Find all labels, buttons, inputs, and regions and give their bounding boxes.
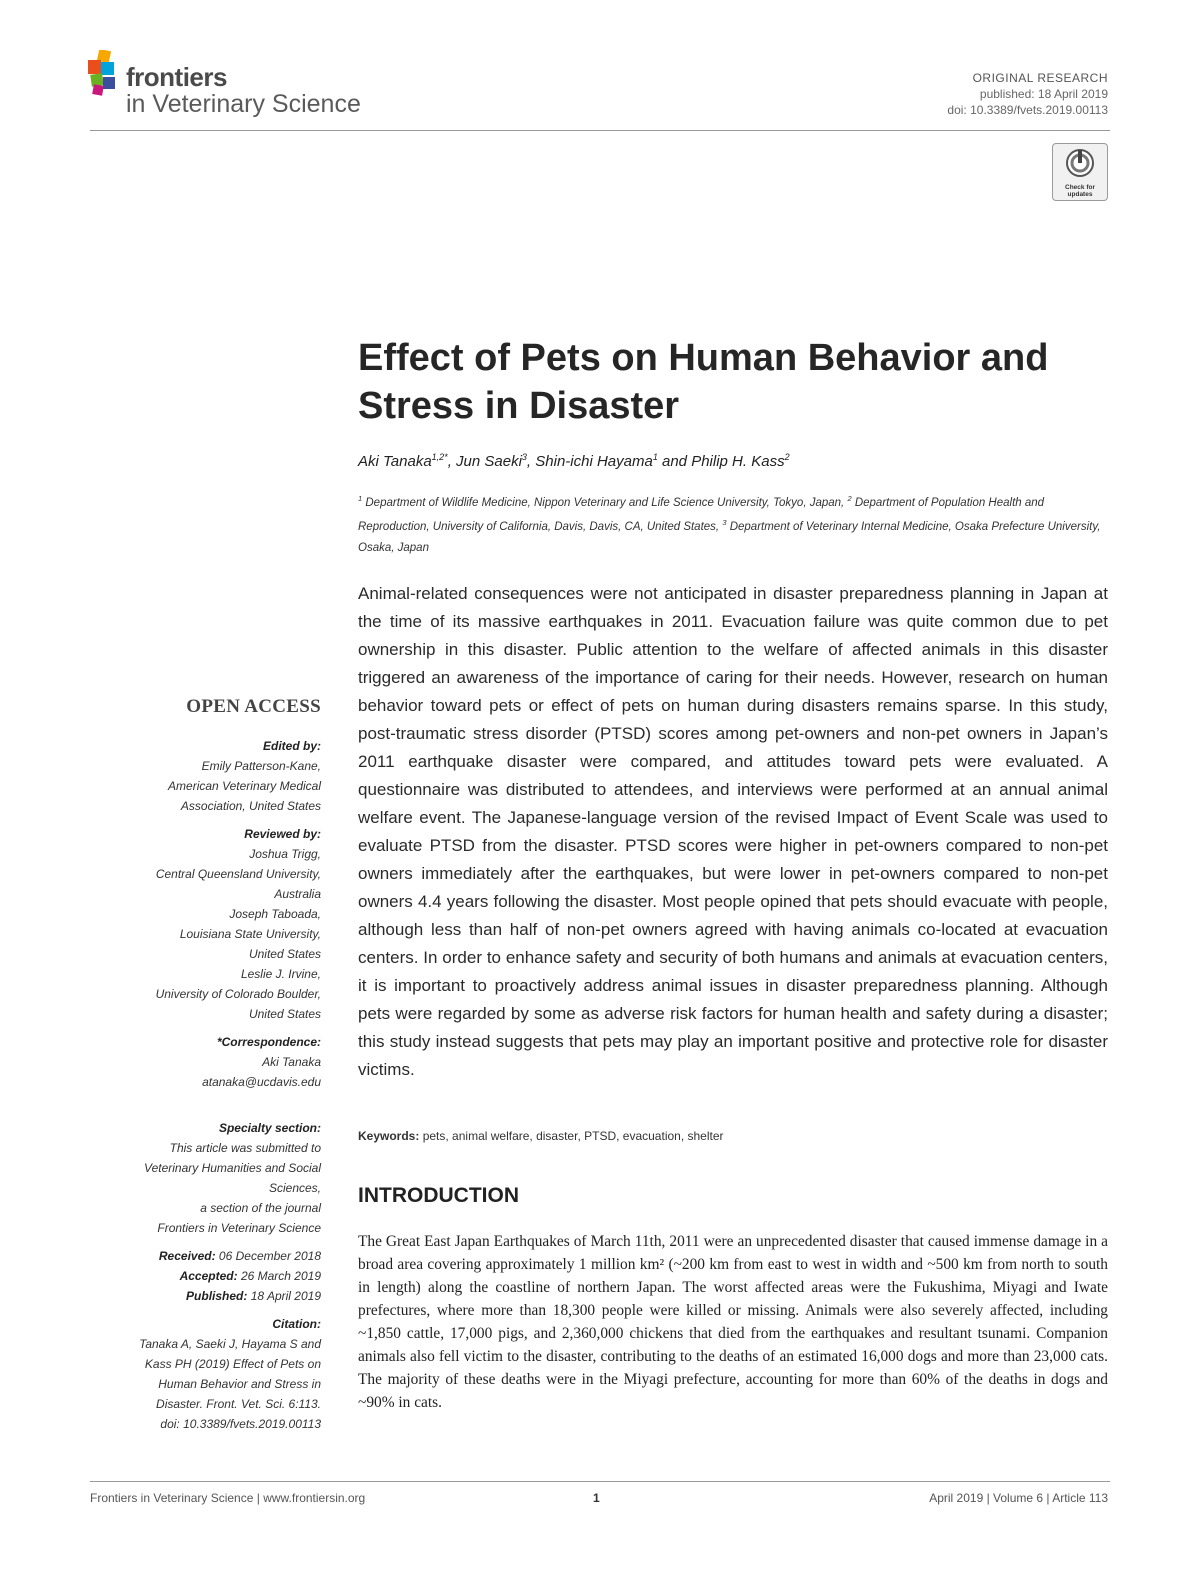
citation-line: Tanaka A, Saeki J, Hayama S and [139,1337,321,1351]
citation-line: Disaster. Front. Vet. Sci. 6:113. [156,1397,321,1411]
reviewer-line: Joseph Taboada, [229,907,321,921]
affil-sup: 3 [722,518,727,528]
published-label: Published: [186,1289,248,1303]
reviewer-line: Australia [274,887,321,901]
logo-journal-text: in Veterinary Science [126,90,361,118]
published-date: published: 18 April 2019 [979,87,1108,101]
citation-doi[interactable]: doi: 10.3389/fvets.2019.00113 [160,1417,321,1431]
editor-line: American Veterinary Medical [168,779,321,793]
reviewer-line: United States [248,947,321,961]
correspondence-block [81,1032,321,1092]
reviewer-line: University of Colorado Boulder, [155,987,321,1001]
sidebar [81,694,321,1442]
check-updates-label: Check for updates [1065,184,1095,198]
article-meta [947,70,1108,118]
footer-journal[interactable]: Frontiers in Veterinary Science | www.frontiersin.org [90,1491,366,1505]
edited-by-block [81,736,321,816]
footer-divider [90,1481,1110,1482]
editor-line: Association, United States [180,799,321,813]
citation-block [81,1314,321,1434]
keywords [358,1129,1108,1143]
author-sup: 3 [521,452,527,462]
specialty-line: Veterinary Humanities and Social [144,1161,321,1175]
reviewed-by-block [81,824,321,1024]
accepted-line [81,1266,321,1286]
citation-line: Human Behavior and Stress in [158,1377,321,1391]
dates-block [81,1246,321,1306]
intro-paragraph: The Great East Japan Earthquakes of March 11th, 2011 were an unprecedented disaster that caused immense damage in a broad area covering approximately 1 million km² (~200 km from east to west in width and ~500 km from north to south in length) along the coastline of northern Japan. The worst affected areas were the Fukushima, Miyagi and Iwate prefectures, where more than 18,300 people were killed or missing. Animals were also severely affected, including ~1,850 cattle, 17,000 pigs, and 2,360,000 chickens that died from the earthquakes and resultant tsunami. Companion animals also fell victim to the disaster, contributing to the deaths of an estimated 16,000 dogs and more than 23,000 cats. The majority of these deaths were in the Miyagi prefecture, accounting for more than 60% of the deaths in dogs and ~90% in cats. [358,1233,1108,1411]
keywords-label: Keywords: [358,1129,420,1143]
affil-sup: 1 [358,494,363,503]
accepted-label: Accepted: [179,1269,238,1283]
author-sup: 1 [652,452,658,462]
specialty-label: Specialty section: [218,1121,321,1135]
article-title: Effect of Pets on Human Behavior and Stress in Disaster [358,337,1049,427]
abstract: Animal-related consequences were not anticipated in disaster preparedness planning in Japan at the time of its massive earthquakes in 2011. Evacuation failure was quite common due to pet ownership in this disaster. Public attention to the welfare of affected animals in this disaster triggered an awareness of the importance of caring for their needs. However, research on human behavior toward pets or effect of pets on human during disasters remains sparse. In this study, post-traumatic stress disorder (PTSD) scores among pet-owners and non-pet owners in Japan’s 2011 earthquake disaster were compared, and attitudes toward pets were evaluated. A questionnaire was distributed to attendees, and interviews were performed at an annual animal welfare event. The Japanese-language version of the revised Impact of Event Scale was used to evaluate PTSD from the disaster. PTSD scores were higher in pet-owners compared to non-pet owners immediately after the earthquakes, but were lower in pet-owners compared to non-pet owners 4.4 years following the disaster. Most people opined that pets should evacuate with people, although less than half of non-pet owners agreed with having animals co-located at evacuation centers. In order to enhance safety and security of both humans and animals at evacuation centers, it is important to proactively address animal issues in disaster preparedness planning. Although pets were regarded by some as adverse risk factors for human health and safety during a disaster; this study instead suggests that pets may play an important positive and protective role for disaster victims. [358,584,1108,1079]
section-heading: INTRODUCTION [358,1184,519,1207]
author-name[interactable]: Aki Tanaka [358,453,432,470]
article-type: ORIGINAL RESEARCH [972,71,1108,85]
affil-sup: 2 [847,494,852,503]
open-access-label: OPEN ACCESS [186,696,321,717]
author-name[interactable]: Philip H. Kass [691,453,785,470]
doi-link[interactable]: doi: 10.3389/fvets.2019.00113 [947,103,1108,117]
reviewer-line: Leslie J. Irvine, [240,967,321,981]
received-label: Received: [158,1249,216,1263]
affiliation-text: Department of Population Health and Reproduction, University of California, Davis, Davis, CA, United States, [358,496,1045,534]
published-date-sidebar: 18 April 2019 [250,1289,321,1303]
affiliation-text: Department of Veterinary Internal Medicine, Osaka Prefecture University, Osaka, Japan [358,521,1101,554]
correspondence-name: Aki Tanaka [262,1055,321,1069]
citation-label: Citation: [272,1317,321,1331]
received-date: 06 December 2018 [218,1249,321,1263]
reviewer-line: Louisiana State University, [179,927,321,941]
logo-brand-text: frontiers [126,62,227,92]
sidebar-gap [81,1100,321,1118]
keywords-text: pets, animal welfare, disaster, PTSD, evacuation, shelter [422,1129,724,1143]
specialty-line: This article was submitted to [169,1141,321,1155]
author-name[interactable]: Shin-ichi Hayama [535,453,653,470]
author-sup: 1,2* [431,452,448,462]
specialty-block [81,1118,321,1238]
affiliations [358,489,1103,558]
reviewed-by-label: Reviewed by: [244,827,321,841]
affiliation-text: Department of Wildlife Medicine, Nippon Veterinary and Life Science University, Tokyo, Japan, [365,496,845,509]
specialty-line: Sciences, [268,1181,321,1195]
frontiers-logo-icon [88,50,128,96]
reviewer-line: United States [248,1007,321,1021]
edited-by-label: Edited by: [262,739,321,753]
correspondence-email[interactable]: atanaka@ucdavis.edu [202,1075,321,1089]
published-line [81,1286,321,1306]
reviewer-line: Central Queensland University, [155,867,321,881]
received-line [81,1246,321,1266]
specialty-line: a section of the journal [200,1201,321,1215]
header-divider [90,130,1110,131]
reviewer-line: Joshua Trigg, [249,847,321,861]
accepted-date: 26 March 2019 [240,1269,321,1283]
check-for-updates-button[interactable] [1052,143,1108,201]
citation-line: Kass PH (2019) Effect of Pets on [144,1357,321,1371]
author-list: Aki Tanaka$^{1,2*}$, Jun Saeki$^3$, Shin-ichi Hayama$^1$ and Philip H. Kass$^2$ [358,452,790,470]
page-number: 1 [593,1491,600,1505]
check-updates-icon [1065,148,1095,178]
specialty-line: Frontiers in Veterinary Science [157,1221,321,1235]
author-name[interactable]: Jun Saeki [456,453,522,470]
footer-issue: April 2019 | Volume 6 | Article 113 [929,1491,1108,1505]
editor-line: Emily Patterson-Kane, [201,759,321,773]
author-sup: 2 [784,452,790,462]
correspondence-label: *Correspondence: [216,1035,321,1049]
